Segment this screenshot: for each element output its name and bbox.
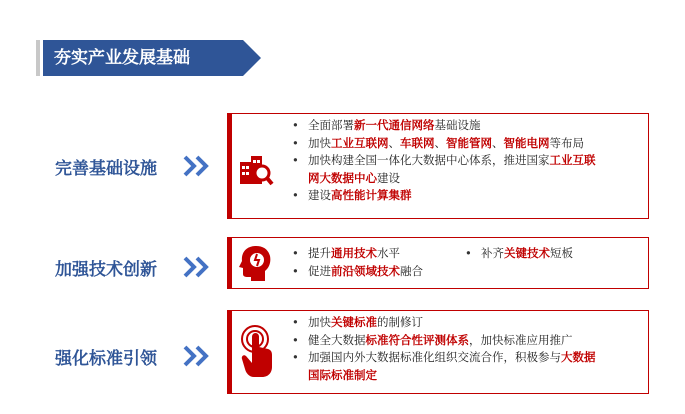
list-item: • 加快工业互联网、车联网、智能管网、智能电网等布局 bbox=[290, 135, 642, 153]
double-chevron-right-icon bbox=[183, 345, 211, 367]
list-item: • 健全大数据标准符合性评测体系，加快标准应用推广 bbox=[290, 332, 642, 350]
double-chevron-right-icon bbox=[183, 256, 211, 278]
hand-touch-icon bbox=[238, 325, 274, 379]
section-label-standards: 强化标准引领 bbox=[55, 349, 157, 369]
head-brain-icon bbox=[238, 244, 274, 282]
double-chevron-right-icon bbox=[183, 155, 211, 177]
section-label-infrastructure: 完善基础设施 bbox=[55, 159, 157, 179]
page-title: 夯实产业发展基础 bbox=[54, 48, 190, 68]
section-label-innovation: 加强技术创新 bbox=[55, 260, 157, 280]
list-item: • 提升通用技术水平 bbox=[290, 245, 470, 263]
list-item: • 加快构建全国一体化大数据中心体系，推进国家工业互联 网大数据中心建设 bbox=[290, 152, 642, 187]
list-item: • 加强国内外大数据标准化组织交流合作，积极参与大数据 国际标准制定 bbox=[290, 349, 642, 384]
list-item: • 全面部署新一代通信网络基础设施 bbox=[290, 117, 642, 135]
list-item: • 补齐关键技术短板 bbox=[463, 245, 633, 263]
list-item: • 促进前沿领域技术融合 bbox=[290, 263, 470, 281]
infrastructure-box bbox=[227, 113, 649, 219]
banner-accent-bar bbox=[36, 40, 40, 76]
list-item: • 加快关键标准的制修订 bbox=[290, 314, 642, 332]
standards-box bbox=[227, 310, 649, 394]
box-accent-bar bbox=[228, 114, 232, 218]
building-search-icon bbox=[238, 152, 274, 188]
list-item: • 建设高性能计算集群 bbox=[290, 187, 642, 205]
innovation-box bbox=[227, 237, 649, 289]
box-accent-bar bbox=[228, 311, 232, 393]
box-accent-bar bbox=[228, 238, 232, 288]
